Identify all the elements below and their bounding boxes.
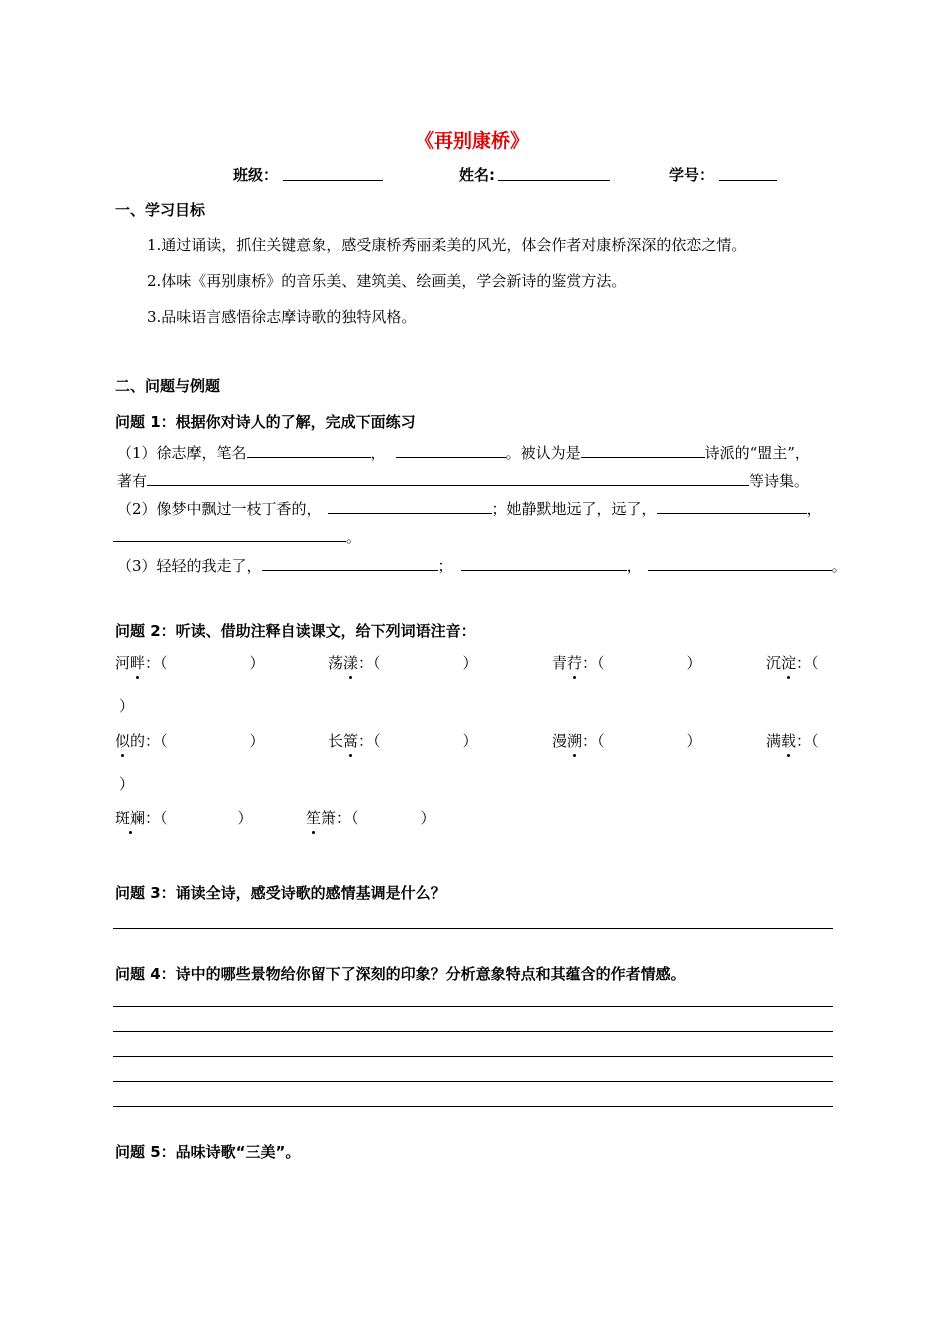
q1-line1 xyxy=(117,442,810,463)
close-paren: ） xyxy=(462,732,478,750)
close-paren: ） xyxy=(462,654,478,672)
dotted-char: 笙 xyxy=(306,809,322,827)
close-paren: ） xyxy=(249,732,265,750)
colon-paren: ：（ xyxy=(145,809,168,827)
answer-line[interactable] xyxy=(113,1031,833,1032)
q1-text: 。 xyxy=(831,557,847,575)
answer-line[interactable] xyxy=(113,1106,833,1107)
pinyin-item xyxy=(115,652,265,673)
goal-item: 1.通过诵读，抓住关键意象，感受康桥秀丽柔美的风光，体会作者对康桥深深的依恋之情。 xyxy=(147,236,747,254)
close-paren: ） xyxy=(420,809,436,827)
q1-text: （1）徐志摩，笔名 xyxy=(117,444,247,462)
school-blank[interactable] xyxy=(581,443,705,458)
q1-text: 。被认为是 xyxy=(505,444,581,462)
colon-paren: ：（ xyxy=(796,732,819,750)
q1-text: ， xyxy=(806,500,822,518)
dotted-char: 畔 xyxy=(130,654,146,672)
dotted-char: 荇 xyxy=(567,654,583,672)
q1-text: ， xyxy=(626,557,642,575)
dotted-char: 篙 xyxy=(343,732,359,750)
word-char: 满 xyxy=(766,732,782,750)
word-char: 长 xyxy=(328,732,344,750)
pinyin-item xyxy=(766,652,819,673)
number-field[interactable] xyxy=(719,164,777,181)
dotted-char: 载 xyxy=(781,732,797,750)
close-paren: ） xyxy=(249,654,265,672)
dotted-char: 淀 xyxy=(781,654,797,672)
poem-blank-2[interactable] xyxy=(657,499,807,514)
q1-line2 xyxy=(117,470,809,491)
colon-paren: ：（ xyxy=(358,654,381,672)
word-char: 河 xyxy=(115,654,131,672)
colon-paren: ：（ xyxy=(358,732,381,750)
number-label: 学号： xyxy=(669,166,715,184)
close-paren: ） xyxy=(686,654,702,672)
pinyin-item xyxy=(328,730,478,751)
q1-text: 诗派的“盟主”， xyxy=(704,444,810,462)
word-char: 沉 xyxy=(766,654,782,672)
q1-text: 著有 xyxy=(117,472,148,490)
q1-text: （3）轻轻的我走了， xyxy=(117,557,262,575)
poem-blank-5[interactable] xyxy=(461,556,627,571)
page-title: 《再别康桥》 xyxy=(415,130,530,152)
pinyin-item xyxy=(766,730,819,751)
q1-text: 。 xyxy=(346,528,362,546)
close-paren: ） xyxy=(237,809,253,827)
q1-text: ；她静默地远了，远了， xyxy=(491,500,657,518)
goal-item: 2.体味《再别康桥》的音乐美、建筑美、绘画美，学会新诗的鉴赏方法。 xyxy=(147,272,627,290)
pen-name-blank[interactable] xyxy=(247,443,371,458)
word-char: 漫 xyxy=(552,732,568,750)
q1-line4 xyxy=(113,526,361,547)
q4-heading: 问题 4：诗中的哪些景物给你留下了深刻的印象？分析意象特点和其蕴含的作者情感。 xyxy=(115,965,686,983)
class-field[interactable] xyxy=(283,164,383,181)
section2-heading: 二、问题与例题 xyxy=(115,377,221,395)
class-label: 班级： xyxy=(233,166,279,184)
name-label: 姓名: xyxy=(459,166,495,184)
answer-line[interactable] xyxy=(113,1081,833,1082)
answer-line[interactable] xyxy=(113,1006,833,1007)
dotted-char: 似 xyxy=(115,732,131,750)
q1-line5 xyxy=(117,555,847,576)
dotted-char: 漾 xyxy=(343,654,359,672)
poem-blank-1[interactable] xyxy=(328,499,492,514)
poem-blank-4[interactable] xyxy=(262,556,438,571)
colon-paren: ：（ xyxy=(582,654,605,672)
pinyin-item xyxy=(552,652,702,673)
colon-paren: ：（ xyxy=(145,732,168,750)
dotted-char: 溯 xyxy=(567,732,583,750)
pen-name-blank-2[interactable] xyxy=(396,443,506,458)
word-char: 青 xyxy=(552,654,568,672)
answer-line[interactable] xyxy=(113,1056,833,1057)
q1-text: （2）像梦中飘过一枝丁香的， xyxy=(117,500,322,518)
q1-text: ； xyxy=(437,557,453,575)
section1-heading: 一、学习目标 xyxy=(115,201,206,219)
poem-blank-6[interactable] xyxy=(648,556,832,571)
colon-paren: ：（ xyxy=(582,732,605,750)
word-char: 荡 xyxy=(328,654,344,672)
pinyin-item xyxy=(328,652,478,673)
colon-paren: ：（ xyxy=(796,654,819,672)
pinyin-item xyxy=(115,807,253,828)
q1-text: 等诗集。 xyxy=(749,472,810,490)
colon-paren: ：（ xyxy=(145,654,168,672)
answer-line[interactable] xyxy=(113,928,833,929)
word-char: 箫 xyxy=(321,809,337,827)
pinyin-item xyxy=(115,730,265,751)
works-blank[interactable] xyxy=(147,471,749,486)
colon-paren: ：（ xyxy=(336,809,359,827)
q1-text: ， xyxy=(370,444,386,462)
name-field[interactable] xyxy=(498,164,610,181)
pinyin-item xyxy=(306,807,436,828)
dotted-char: 斑斓 xyxy=(115,809,146,827)
word-char: 的 xyxy=(130,732,146,750)
q5-heading: 问题 5：品味诗歌“三美”。 xyxy=(115,1143,301,1161)
poem-blank-3[interactable] xyxy=(113,527,346,542)
close-paren: ） xyxy=(119,697,135,715)
q1-heading: 问题 1：根据你对诗人的了解，完成下面练习 xyxy=(115,413,416,431)
goal-item: 3.品味语言感悟徐志摩诗歌的独特风格。 xyxy=(147,308,417,326)
pinyin-item xyxy=(552,730,702,751)
q1-line3 xyxy=(117,498,822,519)
close-paren: ） xyxy=(686,732,702,750)
close-paren: ） xyxy=(119,775,135,793)
q2-heading: 问题 2：听读、借助注释自读课文，给下列词语注音： xyxy=(115,622,476,640)
q3-heading: 问题 3：诵读全诗，感受诗歌的感情基调是什么？ xyxy=(115,884,446,902)
